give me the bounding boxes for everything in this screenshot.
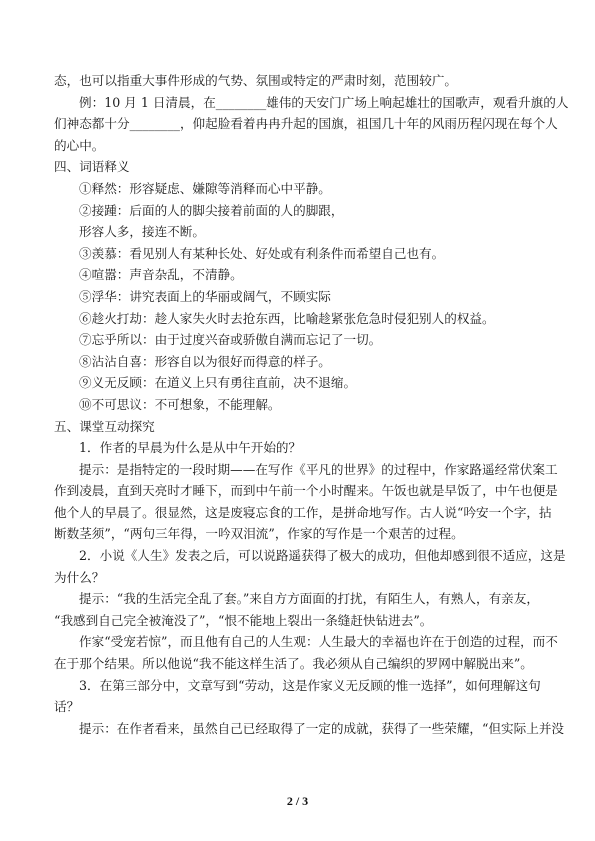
question-line: 3．在第三部分中，文章写到“劳动，这是作家义无反顾的惟一选择”，如何理解这句 xyxy=(79,677,541,693)
answer-line: 提示：在作者看来，虽然自己已经取得了一定的成就，获得了一些荣耀，“但实际上并没 xyxy=(79,720,565,736)
paragraph-continuation: 态，也可以指重大事件形成的气势、氛围或特定的严肃时刻，范围较广。 xyxy=(54,73,457,88)
section-heading-interactive: 五、课堂互动探究 xyxy=(54,418,155,434)
vocab-item: ⑨义无反顾：在道义上只有勇往直前，决不退缩。 xyxy=(79,375,357,391)
example-line: 们神态都十分________，仰起脸看着冉冉升起的国旗，祖国几十年的风雨历程闪现在每个人 xyxy=(54,116,558,132)
section-heading-vocabulary: 四、词语释义 xyxy=(54,159,130,175)
vocab-item: ⑩不可思议：不可想象，不能理解。 xyxy=(79,396,281,412)
vocab-item: ⑦忘乎所以：由于过度兴奋或骄傲自满而忘记了一切。 xyxy=(79,332,382,348)
example-line: 例：10 月 1 日清晨，在________雄伟的天安门广场上响起雄壮的国歌声，观看升旗的人 xyxy=(79,94,569,110)
answer-line: 作到凌晨，直到天亮时才睡下，而到中午前一个小时醒来。午饭也就是早饭了，中午也便是 xyxy=(54,483,558,499)
vocab-item: ⑤浮华：讲究表面上的华丽或阔气，不顾实际 xyxy=(79,288,331,304)
answer-line: 他个人的早晨了。很显然，这是废寝忘食的工作，是拼命地写作。古人说“吟安一个字，拈 xyxy=(54,504,552,520)
answer-line: 断数茎须”，“两句三年得，一吟双泪流”，作家的写作是一个艰苦的过程。 xyxy=(54,526,464,542)
answer-line: “我感到自己完全被淹没了”，“恨不能地上裂出一条缝赶快钻进去”。 xyxy=(54,612,433,628)
vocab-item: ⑥趁火打劫：趁人家失火时去抢东西，比喻趁紧张危急时侵犯别人的权益。 xyxy=(79,310,495,326)
question-line: 2．小说《人生》发表之后，可以说路遥获得了极大的成功，但他却感到很不适应，这是 xyxy=(79,548,566,564)
page-number: 2 / 3 xyxy=(286,794,309,808)
vocab-item-continuation: 形容人多，接连不断。 xyxy=(79,224,205,240)
question-line: 话？ xyxy=(54,699,80,715)
vocab-item: ⑧沾沾自喜：形容自以为很好而得意的样子。 xyxy=(79,353,331,369)
answer-line: 提示：“我的生活完全乱了套。”来自方方面面的打扰，有陌生人，有熟人，有亲友， xyxy=(79,591,539,607)
answer-line: 作家“受宠若惊”，而且他有自己的人生观：人生最大的幸福也许在于创造的过程，而不 xyxy=(79,634,558,650)
answer-line: 在于那个结果。所以他说“我不能这样生活了。我必须从自己编织的罗网中解脱出来”。 xyxy=(54,656,533,672)
vocab-item: ④喧嚣：声音杂乱，不清静。 xyxy=(79,267,243,283)
question-line: 1．作者的早晨为什么是从中午开始的？ xyxy=(79,440,302,456)
page-body xyxy=(54,70,569,739)
vocab-item: ③羡慕：看见别人有某种长处、好处或有利条件而希望自己也有。 xyxy=(79,245,445,261)
vocab-item: ②接踵：后面的人的脚尖接着前面的人的脚跟， xyxy=(79,202,344,218)
example-line: 的心中。 xyxy=(54,137,105,153)
answer-line: 提示：是指特定的一段时期——在写作《平凡的世界》的过程中，作家路遥经常伏案工 xyxy=(79,461,558,477)
vocab-item: ①释然：形容疑虑、嫌隙等消释而心中平静。 xyxy=(79,180,331,196)
question-line: 为什么？ xyxy=(54,569,105,585)
